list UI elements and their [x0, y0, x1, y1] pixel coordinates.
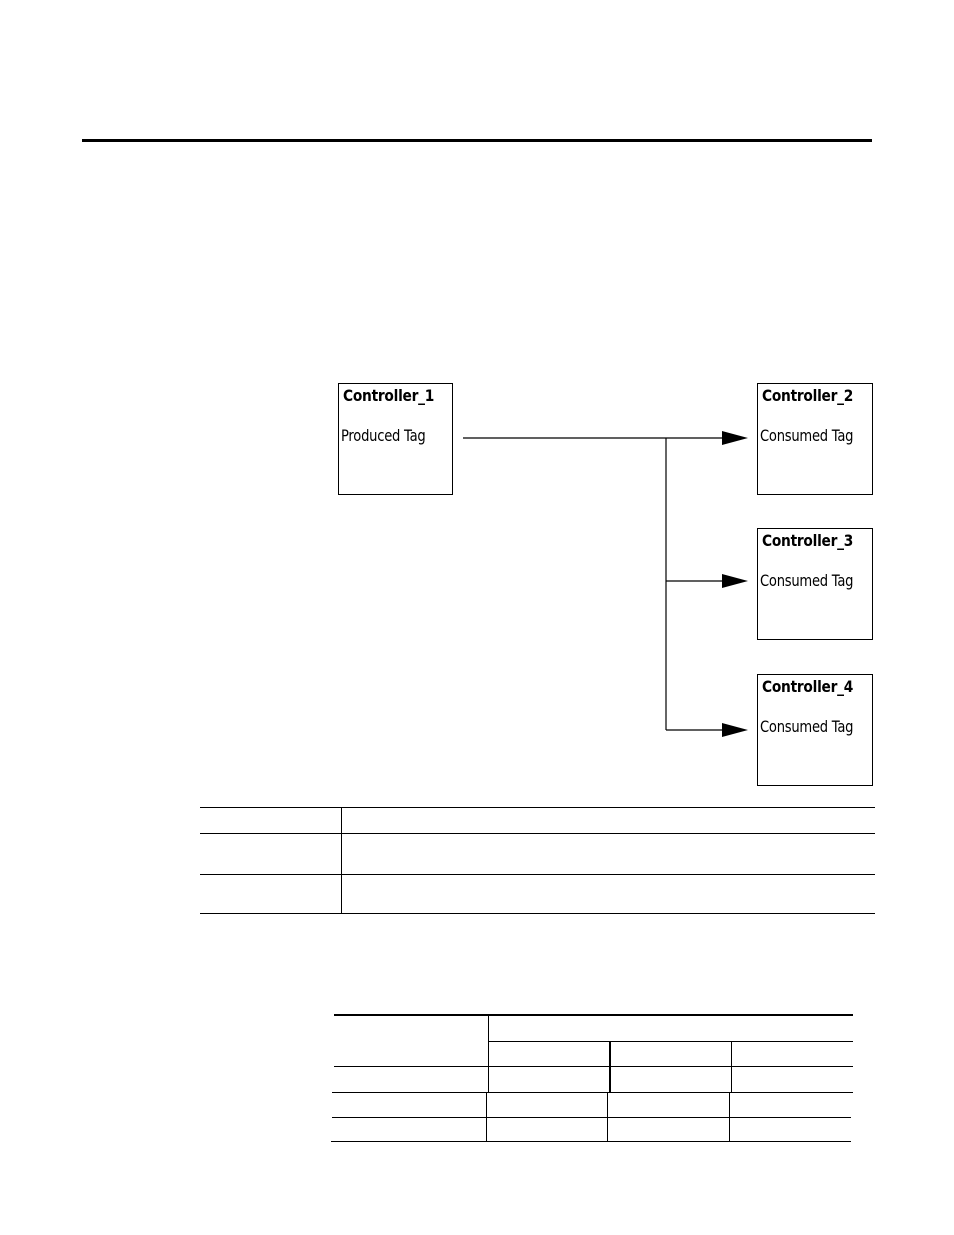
controller-4-name: Controller_4 [762, 677, 854, 696]
table-2-divider-3-lower [729, 1093, 730, 1142]
table-1-rule-bottom [200, 913, 875, 914]
arrow-head-controller-3 [722, 574, 748, 588]
arrow-head-controller-4 [722, 723, 748, 737]
table-1-rule-top [200, 807, 875, 808]
table-2-rule-row-1 [332, 1092, 853, 1093]
arrow-head-controller-2 [722, 431, 748, 445]
controller-2-name: Controller_2 [762, 386, 854, 405]
table-2-divider-1-lower [486, 1093, 487, 1142]
table-2-rule-header-bottom [334, 1066, 853, 1067]
table-2-divider-3-upper [731, 1041, 732, 1093]
table-2-rule-top [334, 1014, 853, 1016]
controller-4-box [757, 674, 873, 786]
controller-3-box [757, 528, 873, 640]
table-2-divider-2-lower [607, 1093, 608, 1142]
controller-1-box [338, 383, 453, 495]
table-2-divider-1-upper [488, 1015, 489, 1093]
table-2-divider-2-upper [609, 1041, 611, 1093]
table-1-rule-row-1 [200, 833, 875, 834]
controller-3-tag: Consumed Tag [760, 571, 854, 590]
table-2-rule-bottom [331, 1141, 851, 1142]
controller-1-name: Controller_1 [343, 386, 435, 405]
table-2-rule-row-2 [332, 1117, 851, 1118]
controller-2-tag: Consumed Tag [760, 426, 854, 445]
controller-1-tag: Produced Tag [341, 426, 426, 445]
table-1-column-divider [341, 807, 342, 914]
controller-3-name: Controller_3 [762, 531, 854, 550]
controller-4-tag: Consumed Tag [760, 717, 854, 736]
controller-2-box [757, 383, 873, 495]
table-1-rule-row-2 [200, 874, 875, 875]
table-2-rule-subheader [488, 1041, 853, 1042]
